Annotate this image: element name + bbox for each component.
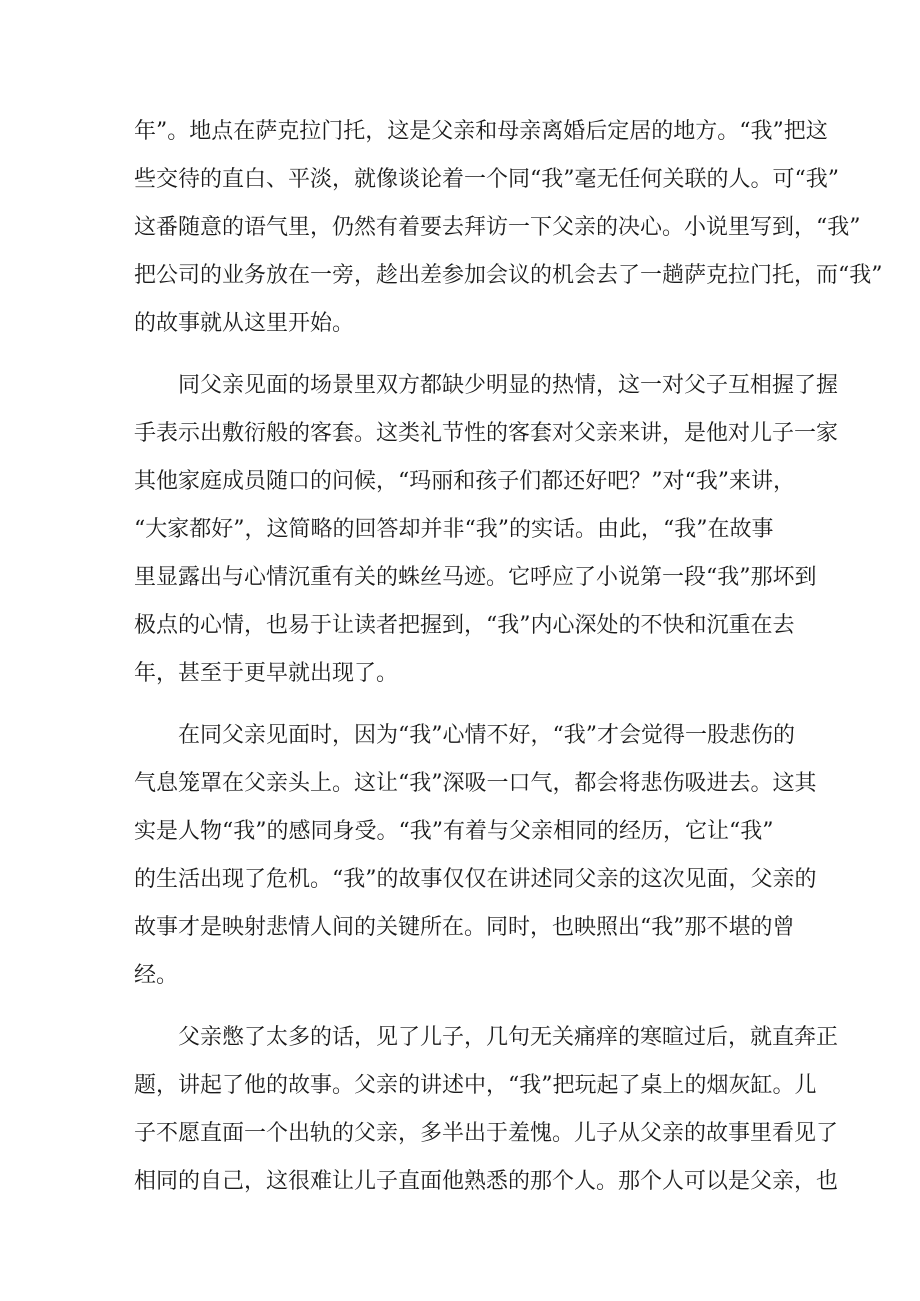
paragraph-line: 子不愿直面一个出轨的父亲，多半出于羞愧。儿子从父亲的故事里看见了 xyxy=(134,1121,839,1146)
paragraph-1 xyxy=(134,108,883,348)
article-body xyxy=(134,108,883,1206)
paragraph-line: 实是人物“我”的感同身受。“我”有着与父亲相同的经历，它让“我” xyxy=(134,819,774,844)
paragraph-line: “大家都好”，这简略的回答却并非“我”的实话。由此，“我”在故事 xyxy=(134,517,774,542)
paragraph-line: 这番随意的语气里，仍然有着要去拜访一下父亲的决心。小说里写到，“我” xyxy=(134,215,861,240)
paragraph-line: 气息笼罩在父亲头上。这让“我”深吸一口气，都会将悲伤吸进去。这其 xyxy=(134,771,817,796)
paragraph-line: 极点的心情，也易于让读者把握到，“我”内心深处的不快和沉重在去 xyxy=(134,613,795,638)
paragraph-line: 年”。地点在萨克拉门托，这是父亲和母亲离婚后定居的地方。“我”把这 xyxy=(134,119,828,144)
paragraph-line: 故事才是映射悲情人间的关键所在。同时，也映照出“我”那不堪的曾 xyxy=(134,915,795,940)
paragraph-line: 在同父亲见面时，因为“我”心情不好，“我”才会觉得一股悲伤的 xyxy=(178,723,795,748)
paragraph-line: 里显露出与心情沉重有关的蛛丝马迹。它呼应了小说第一段“我”那坏到 xyxy=(134,565,817,590)
paragraph-line: 的故事就从这里开始。 xyxy=(134,311,355,336)
paragraph-line: 经。 xyxy=(134,963,179,988)
paragraph-line: 父亲憋了太多的话，见了儿子，几句无关痛痒的寒暄过后，就直奔正 xyxy=(178,1025,839,1050)
paragraph-line: 些交待的直白、平淡，就像谈论着一个同“我”毫无任何关联的人。可“我” xyxy=(134,167,839,192)
paragraph-gap xyxy=(134,698,784,712)
paragraph-4 xyxy=(134,1014,839,1206)
paragraph-line: 把公司的业务放在一旁，趁出差参加会议的机会去了一趟萨克拉门托，而“我” xyxy=(134,263,883,288)
paragraph-line: 手表示出敷衍般的客套。这类礼节性的客套对父亲来讲，是他对儿子一家 xyxy=(134,421,839,446)
paragraph-gap xyxy=(134,348,784,362)
paragraph-line: 其他家庭成员随口的问候，“玛丽和孩子们都还好吧？”对“我”来讲， xyxy=(134,469,795,494)
paragraph-line: 年，甚至于更早就出现了。 xyxy=(134,661,399,686)
paragraph-line: 题，讲起了他的故事。父亲的讲述中，“我”把玩起了桌上的烟灰缸。儿 xyxy=(134,1073,817,1098)
paragraph-2 xyxy=(134,362,839,698)
paragraph-line: 同父亲见面的场景里双方都缺少明显的热情，这一对父子互相握了握 xyxy=(178,373,839,398)
paragraph-line: 相同的自己，这很难让儿子直面他熟悉的那个人。那个人可以是父亲，也 xyxy=(134,1169,839,1194)
paragraph-gap xyxy=(134,1000,784,1014)
paragraph-line: 的生活出现了危机。“我”的故事仅仅在讲述同父亲的这次见面，父亲的 xyxy=(134,867,817,892)
paragraph-3 xyxy=(134,712,817,1000)
